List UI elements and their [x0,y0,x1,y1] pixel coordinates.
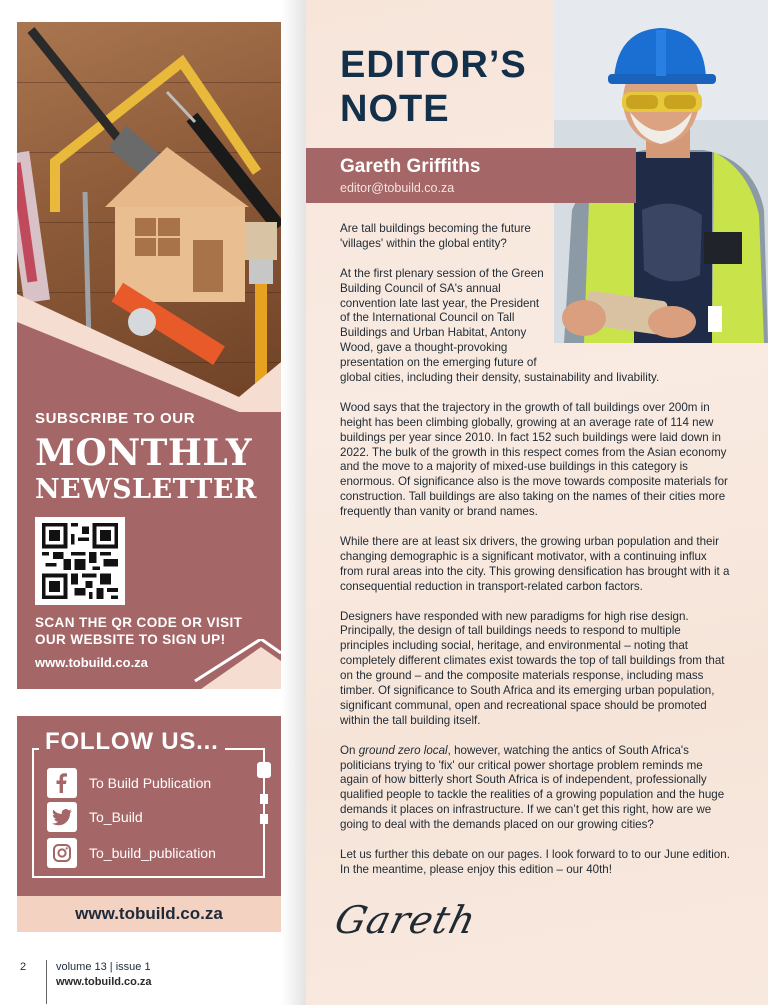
subscribe-url[interactable]: www.tobuild.co.za [35,655,148,670]
follow-url[interactable]: www.tobuild.co.za [75,904,223,923]
editors-note-article [306,0,768,1005]
instagram-icon [47,838,77,868]
facebook-icon [47,768,77,798]
paragraph-designers: Designers have responded with new paradigms for high rise design. Principally, the design of tall buildings needs to respond to multiple principles including social, heritage, and environmental – noting that completely different climates exist towards the top of tall buildings from that on the ground – and the composite materials response, including mass timber. Of significance to South Africa and its emerging urban population, significant communal, open and recreational space should be promoted within the tall building itself. [340,609,725,727]
twitter-link[interactable] [47,802,143,832]
facebook-label: To Build Publication [89,775,212,791]
author-name: Gareth Griffiths [340,156,481,177]
paragraph-drivers: While there are at least six drivers, the growing urban population and their changing demographic is a significant motivator, with a continuing influx from rural areas into the city. This growing densification has brought with it a consequential reduction in transport-related carbon factors. [340,534,730,593]
instagram-label: To_build_publication [89,845,216,861]
paragraph-growth: Wood says that the trajectory in the growth of tall buildings over 200m in height has been climbing globally, growing at an average rate of 114 new buildings per year since 2010. In fact 152 such buildings were laid down in 2022. The bulk of the growth in this respect comes from the Asian economy and the move to a majority of mixed-use buildings in this category is enormous. Of significance also is the move towards composite materials for construction. Tall buildings are also taking on the names of their cities more frequently than vanity or brand names. [340,400,728,519]
paragraph-closing: Let us further this debate on our pages. I look forward to to our June edition. In the meantime, please enjoy this edition – our 40th! [340,847,730,876]
instagram-link[interactable] [47,838,216,868]
corner-decoration [181,639,281,689]
subscribe-heading: SUBSCRIBE TO OUR [35,410,196,427]
follow-us-panel [17,716,281,932]
newsletter-ad[interactable] [17,22,281,689]
footer-url[interactable]: www.tobuild.co.za [56,976,152,988]
qr-code[interactable] [35,517,125,605]
page-title-line1: EDITOR’S [340,44,527,86]
author-bar [306,148,636,203]
footer-divider [46,960,47,1004]
author-email[interactable]: editor@tobuild.co.za [340,181,455,195]
volume-issue: volume 13 | issue 1 [56,961,151,973]
article-body [340,222,732,893]
paragraph-intro: Are tall buildings becoming the future 'villages' within the global entity? [340,222,531,250]
follow-title: FOLLOW US... [39,728,225,756]
editor-signature: Gareth [330,898,481,942]
tools-photo [17,22,281,412]
page-number: 2 [20,961,27,973]
monthly-heading: MONTHLY [35,432,253,474]
frame-rail-decoration [257,762,271,852]
gutter-shadow [282,0,306,1005]
newsletter-heading: NEWSLETTER [35,474,257,505]
paragraph-ground-zero: On ground zero local, however, watching the antics of South Africa's politicians trying to 'fix' our critical power shortage problem reminds me again of how bitterly short South Africa is of independent, professionally qualified people to tackle the realities of a growing population and the huge demands it places on infrastructure. If we can’t get this right, how are we going to deal with the demands placed on our growing cities? [340,743,725,832]
page-title-line2: NOTE [340,88,450,130]
facebook-link[interactable] [47,768,211,798]
twitter-icon [47,802,77,832]
twitter-label: To_Build [89,809,143,825]
paragraph-plenary: At the first plenary session of the Green Building Council of SA's annual convention late last year, the President of the International Council on Tall Buildings and Urban Habitat, Antony Wood, gave a thought-provoking presentation on the emerging future of global cities, including their density, sustainability and livability. [340,266,660,385]
scan-instruction: SCAN THE QR CODE OR VISIT OUR WEBSITE TO SIGN UP! [35,615,243,647]
follow-url-bar [17,896,281,932]
